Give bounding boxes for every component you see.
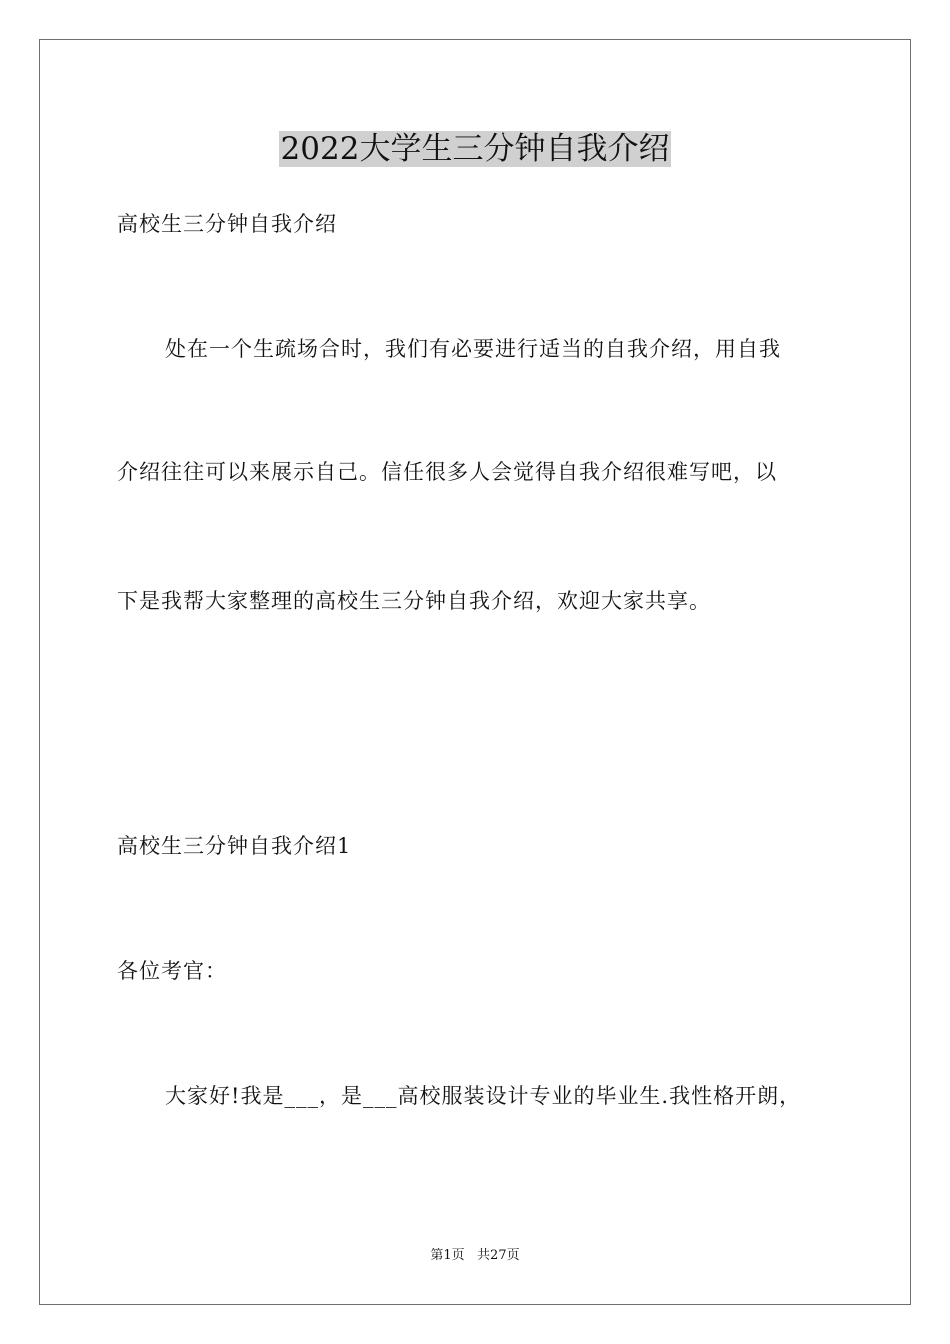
document-subtitle: 高校生三分钟自我介绍 [117, 212, 337, 236]
intro-line-3: 下是我帮大家整理的高校生三分钟自我介绍，欢迎大家共享。 [117, 589, 711, 613]
page-footer: 第1页 共27页 [430, 1248, 520, 1263]
body-paragraph-line: 大家好!我是___，是___高校服装设计专业的毕业生.我性格开朗， [165, 1084, 802, 1108]
salutation: 各位考官： [117, 959, 227, 983]
section-heading: 高校生三分钟自我介绍1 [117, 834, 352, 858]
document-title-text: 2022大学生三分钟自我介绍 [280, 131, 670, 167]
intro-line-1: 处在一个生疏场合时，我们有必要进行适当的自我介绍，用自我 [165, 337, 781, 361]
document-title [0, 128, 950, 170]
intro-line-2: 介绍往往可以来展示自己。信任很多人会觉得自我介绍很难写吧，以 [117, 460, 777, 484]
